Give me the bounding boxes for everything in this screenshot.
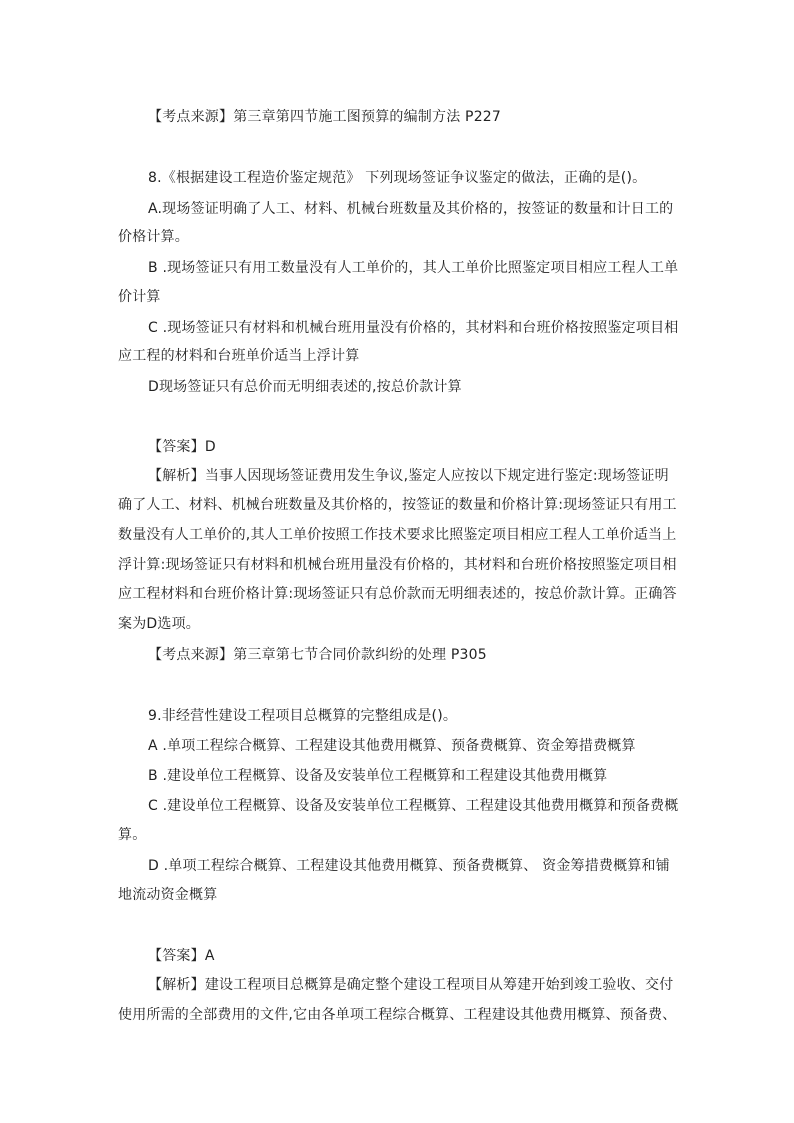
answer-value: D xyxy=(204,439,216,455)
q8-source-line xyxy=(148,645,487,665)
answer-label: 【答案】 xyxy=(148,439,205,455)
q9-option-d-line1: D .单项工程综合概算、工程建设其他费用概算、预备费概算、 资金筹措费概算和铺 xyxy=(148,858,670,874)
q9-option-c-line1: C .建设单位工程概算、设备及安装单位工程概算、工程建设其他费用概算和预备费概 xyxy=(148,798,679,814)
q9-option-a: A .单项工程综合概算、工程建设其他费用概算、预备费概算、资金筹措费概算 xyxy=(148,738,636,754)
analysis-label: 【解析】 xyxy=(148,468,205,484)
q8-option-d: D现场签证只有总价而无明细表述的,按总价款计算 xyxy=(148,379,462,395)
q9-option-d-line2: 地流动资金概算 xyxy=(118,887,218,903)
analysis-text: 当事人因现场签证费用发生争议,鉴定人应按以下规定进行鉴定:现场签证明 xyxy=(204,468,669,484)
source-line xyxy=(148,107,501,127)
question-9-stem: 9.非经营性建设工程项目总概算的完整组成是()。 xyxy=(148,708,458,724)
q8-analysis-line4: 浮计算:现场签证只有材料和机械台班用量没有价格的，其材料和台班价格按照鉴定项目相 xyxy=(118,557,677,573)
q8-option-b-line1: B .现场签证只有用工数量没有人工单价的，其人工单价比照鉴定项目相应工程人工单 xyxy=(148,260,679,276)
q8-option-c-line1: C .现场签证只有材料和机械台班用量没有价格的，其材料和台班价格按照鉴定项目相 xyxy=(148,320,679,336)
q8-analysis-line2: 确了人工、材料、机械台班数量及其价格的，按签证的数量和价格计算:现场签证只有用工 xyxy=(118,497,677,513)
q8-analysis-line3: 数量没有人工单价的,其人工单价按照工作技术要求比照鉴定项目相应工程人工单价适当上 xyxy=(118,527,677,543)
q9-analysis-line2: 使用所需的全部费用的文件,它由各单项工程综合概算、工程建设其他费用概算、预备费、 xyxy=(118,1007,677,1023)
source-text: 第三章第四节施工图预算的编制方法 P227 xyxy=(233,109,502,125)
answer-label: 【答案】 xyxy=(148,948,205,964)
q8-answer-line xyxy=(148,437,216,457)
q9-analysis-line1 xyxy=(148,975,673,995)
question-8-stem: 8.《根据建设工程造价鉴定规范》 下列现场签证争议鉴定的做法，正确的是()。 xyxy=(148,170,647,186)
q8-analysis-line6: 案为D选项。 xyxy=(118,616,200,632)
q8-analysis-line1 xyxy=(148,466,669,486)
q8-option-c-line2: 应工程的材料和台班单价适当上浮计算 xyxy=(118,348,360,364)
source-text: 第三章第七节合同价款纠纷的处理 P305 xyxy=(233,647,487,663)
q9-option-b: B .建设单位工程概算、设备及安装单位工程概算和工程建设其他费用概算 xyxy=(148,768,608,784)
q8-analysis-line5: 应工程材料和台班价格计算:现场签证只有总价款而无明细表述的，按总价款计算。正确答 xyxy=(118,586,677,602)
analysis-label: 【解析】 xyxy=(148,977,205,993)
q8-option-b-line2: 价计算 xyxy=(118,289,161,305)
q8-option-a-line2: 价格计算。 xyxy=(118,229,189,245)
q8-option-a-line1: A.现场签证明确了人工、材料、机械台班数量及其价格的，按签证的数量和计日工的 xyxy=(148,201,674,217)
analysis-text: 建设工程项目总概算是确定整个建设工程项目从筹建开始到竣工验收、交付 xyxy=(204,977,674,993)
q9-answer-line xyxy=(148,946,215,966)
source-label: 【考点来源】 xyxy=(148,109,234,125)
q9-option-c-line2: 算。 xyxy=(118,827,147,843)
source-label: 【考点来源】 xyxy=(148,647,234,663)
answer-value: A xyxy=(204,948,215,964)
